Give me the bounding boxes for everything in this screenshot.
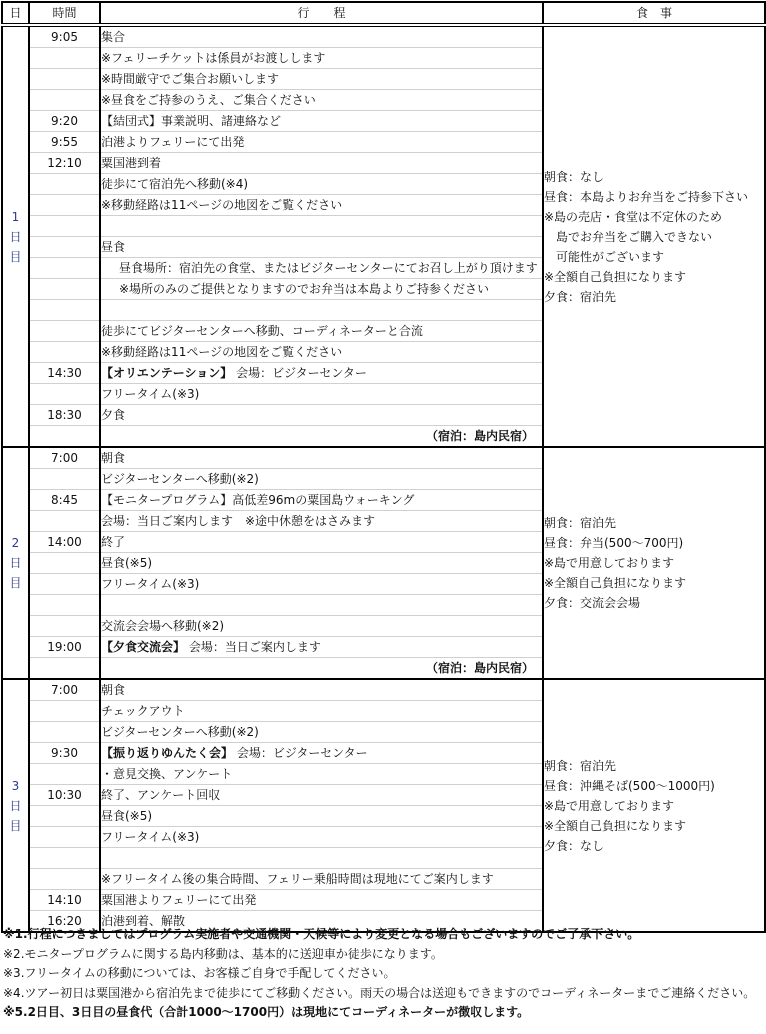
- time-cell: [29, 827, 100, 848]
- activity-cell: 徒歩にてビジターセンターへ移動、コーディネーターと合流: [100, 321, 543, 342]
- footnote-1: ※1.行程につきましてはプログラム実施者や交通機関・天候等により変更となる場合もございますのでご了承下さい。: [3, 927, 640, 941]
- activity-cell: フリータイム(※3): [100, 384, 543, 405]
- activity-venue: 会場：ビジターセンター: [232, 366, 367, 380]
- footnotes: [3, 925, 755, 1023]
- activity-cell: 昼食: [100, 237, 543, 258]
- meal-line: 昼食：本島よりお弁当をご持参下さい: [544, 189, 749, 204]
- time-cell: [29, 216, 100, 237]
- time-cell: [29, 279, 100, 300]
- itinerary-table: [1, 1, 766, 933]
- time-cell: [29, 553, 100, 574]
- activity-title: 【夕食交流会】: [101, 640, 186, 654]
- time-cell: 18:30: [29, 405, 100, 426]
- time-cell: [29, 342, 100, 363]
- activity-cell: フリータイム(※3): [100, 827, 543, 848]
- time-cell: 9:55: [29, 132, 100, 153]
- meal-line: 可能性がございます: [544, 249, 665, 264]
- time-cell: [29, 90, 100, 111]
- time-cell: [29, 321, 100, 342]
- time-cell: [29, 574, 100, 595]
- meal-line: ※島の売店・食堂は不定休のため: [544, 209, 723, 224]
- activity-cell: ※場所のみのご提供となりますのでお弁当は本島よりご持参ください: [100, 279, 543, 300]
- footnote-5: ※5.2日目、3日目の昼食代（合計1000～1700円）は現地にてコーディネーターが徴収します。: [3, 1005, 530, 1019]
- activity-cell: [100, 300, 543, 321]
- activity-cell: 終了: [100, 532, 543, 553]
- meals-cell-day-1: [543, 25, 765, 447]
- activity-cell: 終了、アンケート回収: [100, 785, 543, 806]
- day-label-char: 日: [9, 556, 22, 570]
- meal-line: 夕食：なし: [544, 838, 605, 853]
- time-cell: [29, 511, 100, 532]
- activity-cell: ※フェリーチケットは係員がお渡しします: [100, 48, 543, 69]
- time-cell: [29, 595, 100, 616]
- activity-cell: 粟国港よりフェリーにて出発: [100, 890, 543, 911]
- day-label-2: [2, 447, 29, 679]
- time-cell: [29, 869, 100, 890]
- time-cell: 9:30: [29, 743, 100, 764]
- time-cell: [29, 300, 100, 321]
- time-cell: 8:45: [29, 490, 100, 511]
- meals-cell-day-2: [543, 447, 765, 679]
- time-cell: [29, 848, 100, 869]
- time-cell: [29, 616, 100, 637]
- meal-line: 朝食：なし: [544, 169, 605, 184]
- activity-cell: 粟国港到着: [100, 153, 543, 174]
- activity-cell: ビジターセンターへ移動(※2): [100, 469, 543, 490]
- activity-cell: 【結団式】事業説明、諸連絡など: [100, 111, 543, 132]
- activity-cell: 昼食(※5): [100, 806, 543, 827]
- meal-line: 昼食：沖縄そば(500～1000円): [544, 778, 715, 793]
- time-cell: [29, 806, 100, 827]
- activity-cell: [100, 637, 543, 658]
- day-label-char: 日: [9, 229, 22, 244]
- time-cell: [29, 174, 100, 195]
- time-cell: [29, 469, 100, 490]
- activity-cell: 昼食(※5): [100, 553, 543, 574]
- schedule-row: [2, 25, 765, 48]
- time-cell: [29, 195, 100, 216]
- meal-line: 朝食：宿泊先: [544, 516, 617, 530]
- time-cell: [29, 237, 100, 258]
- activity-cell: ※移動経路は11ページの地図をご覧ください: [100, 195, 543, 216]
- activity-cell: 会場：当日ご案内します ※途中休憩をはさみます: [100, 511, 543, 532]
- time-cell: 14:30: [29, 363, 100, 384]
- meals-cell-day-3: [543, 679, 765, 932]
- footnote-2: ※2.モニタープログラムに関する島内移動は、基本的に送迎車か徒歩になります。: [3, 946, 443, 961]
- activity-cell: 昼食場所：宿泊先の食堂、またはビジターセンターにてお召し上がり頂けます: [100, 258, 543, 279]
- activity-cell: 夕食: [100, 405, 543, 426]
- activity-cell: ビジターセンターへ移動(※2): [100, 722, 543, 743]
- day-label-char: 目: [9, 818, 22, 833]
- schedule-row: [2, 447, 765, 469]
- header-meals: 食 事: [543, 2, 765, 25]
- time-cell: 16:20: [29, 911, 100, 933]
- meal-line: 島でお弁当をご購入できない: [544, 229, 713, 244]
- meal-line: 昼食：弁当(500～700円): [544, 536, 684, 550]
- activity-title: 【オリエンテーション】: [101, 366, 233, 380]
- time-cell: [29, 722, 100, 743]
- activity-cell: 徒歩にて宿泊先へ移動(※4): [100, 174, 543, 195]
- meal-line: 夕食：交流会会場: [544, 596, 641, 610]
- itinerary-body: [2, 25, 765, 932]
- day-label-char: 1: [11, 209, 20, 224]
- footnote-3: ※3.フリータイムの移動については、お客様ご自身で手配してください。: [3, 966, 396, 980]
- header-itinerary: 行 程: [100, 2, 543, 25]
- day-label-1: [2, 25, 29, 447]
- activity-cell: 朝食: [100, 447, 543, 469]
- time-cell: [29, 426, 100, 448]
- activity-cell: ※昼食をご持参のうえ、ご集合ください: [100, 90, 543, 111]
- time-cell: 12:10: [29, 153, 100, 174]
- time-cell: [29, 658, 100, 680]
- activity-cell: [100, 848, 543, 869]
- activity-cell: （宿泊：島内民宿）: [100, 426, 543, 448]
- activity-cell: ※フリータイム後の集合時間、フェリー乗船時間は現地にてご案内します: [100, 869, 543, 890]
- time-cell: 14:00: [29, 532, 100, 553]
- meal-line: 夕食：宿泊先: [544, 289, 617, 304]
- meal-line: ※全額自己負担になります: [544, 576, 687, 590]
- activity-cell: （宿泊：島内民宿）: [100, 658, 543, 680]
- meal-line: ※島で用意しております: [544, 556, 675, 570]
- activity-cell: ※時間厳守でご集合お願いします: [100, 69, 543, 90]
- day-label-3: [2, 679, 29, 932]
- activity-cell: ・意見交換、アンケート: [100, 764, 543, 785]
- time-cell: 9:05: [29, 25, 100, 48]
- activity-cell: 泊港よりフェリーにて出発: [100, 132, 543, 153]
- time-cell: [29, 384, 100, 405]
- activity-venue: 会場：ビジターセンター: [233, 746, 368, 760]
- activity-cell: [100, 363, 543, 384]
- activity-cell: [100, 595, 543, 616]
- activity-cell: [100, 743, 543, 764]
- day-label-char: 2: [11, 536, 20, 550]
- activity-cell: ※移動経路は11ページの地図をご覧ください: [100, 342, 543, 363]
- time-cell: [29, 258, 100, 279]
- time-cell: [29, 69, 100, 90]
- header-time: 時間: [29, 2, 100, 25]
- meal-line: 朝食：宿泊先: [544, 758, 617, 773]
- footnote-4: ※4.ツアー初日は粟国港から宿泊先まで徒歩にてご移動ください。雨天の場合は送迎もできますのでコーディネーターまでご連絡ください。: [3, 985, 756, 1000]
- day-label-char: 3: [11, 778, 20, 793]
- time-cell: 14:10: [29, 890, 100, 911]
- activity-cell: フリータイム(※3): [100, 574, 543, 595]
- activity-cell: [100, 216, 543, 237]
- activity-cell: 集合: [100, 25, 543, 48]
- schedule-row: [2, 679, 765, 701]
- time-cell: 7:00: [29, 447, 100, 469]
- header-day: 日: [2, 2, 29, 25]
- activity-cell: チェックアウト: [100, 701, 543, 722]
- time-cell: 9:20: [29, 111, 100, 132]
- day-label-char: 目: [9, 576, 22, 590]
- meal-line: ※島で用意しております: [544, 798, 675, 813]
- meal-line: ※全額自己負担になります: [544, 818, 687, 833]
- activity-cell: 朝食: [100, 679, 543, 701]
- time-cell: [29, 764, 100, 785]
- time-cell: [29, 701, 100, 722]
- day-label-char: 目: [9, 249, 22, 264]
- meal-line: ※全額自己負担になります: [544, 269, 687, 284]
- time-cell: 19:00: [29, 637, 100, 658]
- activity-title: 【振り返りゆんたく会】: [101, 746, 234, 760]
- time-cell: 10:30: [29, 785, 100, 806]
- header-row: [2, 2, 765, 25]
- activity-cell: 【モニタープログラム】高低差96mの粟国島ウォーキング: [100, 490, 543, 511]
- activity-cell: 交流会会場へ移動(※2): [100, 616, 543, 637]
- time-cell: [29, 48, 100, 69]
- time-cell: 7:00: [29, 679, 100, 701]
- activity-venue: 会場：当日ご案内します: [185, 640, 321, 654]
- day-label-char: 日: [9, 798, 22, 813]
- activity-cell: 泊港到着、解散: [100, 911, 543, 933]
